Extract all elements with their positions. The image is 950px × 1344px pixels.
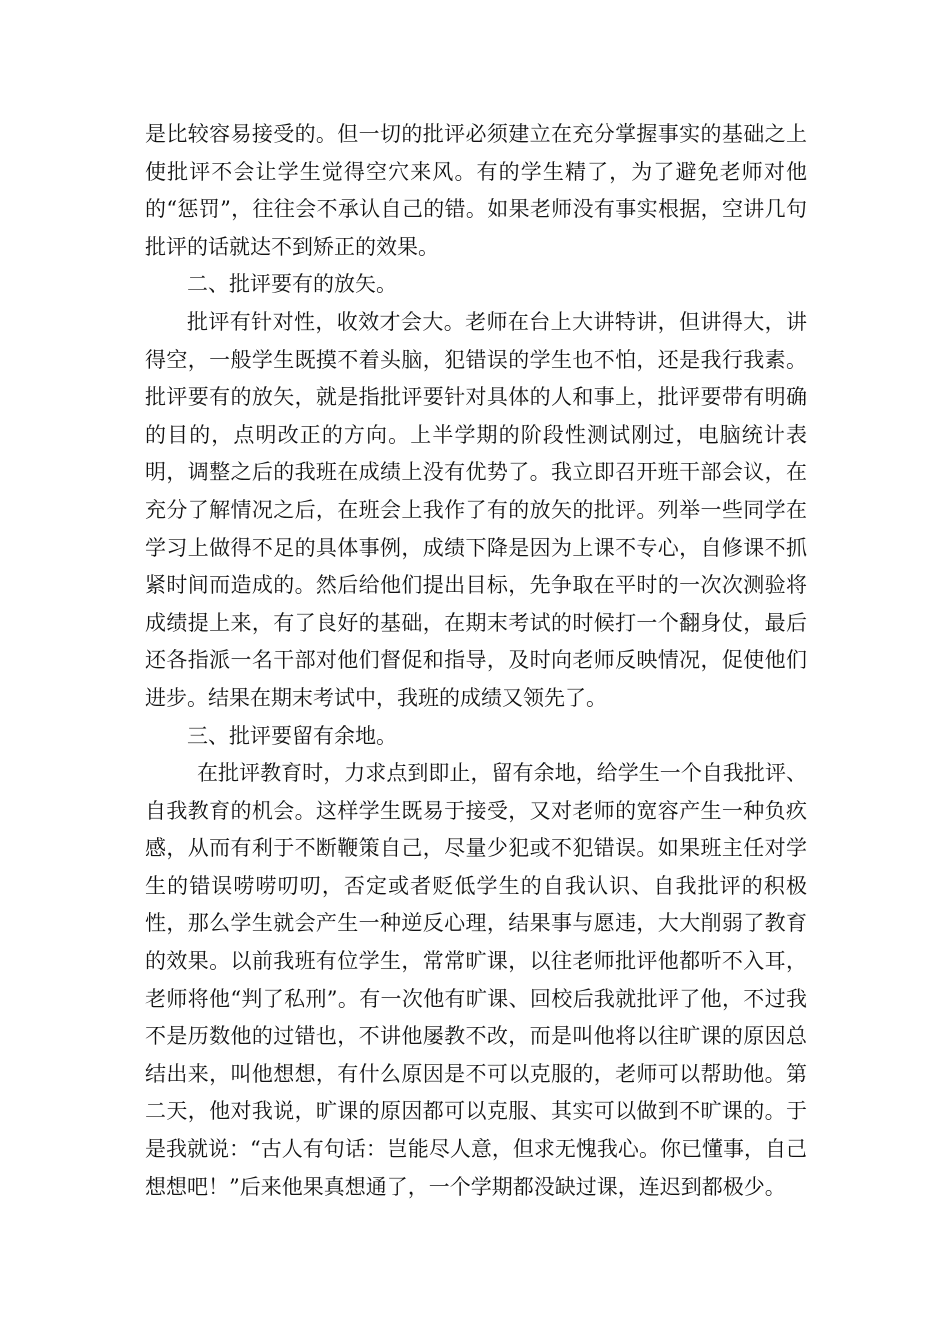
section-heading-3: 三、批评要留有余地。 [187,723,397,748]
paragraph-targeted-criticism: 批评有针对性，收效才会大。老师在台上大讲特讲，但讲得大，讲得空，一般学生既摸不着头脑，犯错误的学生也不怕，还是我行我素。批评要有的放矢，就是指批评要针对具体的人和事上，批评要带有明确的目的，点明改正的方向。上半学期的阶段性测试刚过，电脑统计表明，调整之后的我班在成绩上没有优势了。我立即召开班干部会议，在充分了解情况之后，在班会上我作了有的放矢的批评。列举一些同学在学习上做得不足的具体事例，成绩下降是因为上课不专心，自修课不抓紧时间而造成的。然后给他们提出目标，先争取在平时的一次次测验将成绩提上来，有了良好的基础，在期末考试的时候打一个翻身仗，最后还各指派一名干部对他们督促和指导，及时向老师反映情况，促使他们进步。结果在期末考试中，我班的成绩又领先了。 [145,309,807,710]
section-heading-2: 二、批评要有的放矢。 [187,272,397,297]
document-body [145,116,807,1206]
paragraph-leave-room: 在批评教育时，力求点到即止，留有余地，给学生一个自我批评、自我教育的机会。这样学生既易于接受，又对老师的宽容产生一种负疚感，从而有利于不断鞭策自己，尽量少犯或不犯错误。如果班主任对学生的错误唠唠叨叨，否定或者贬低学生的自我认识、自我批评的积极性，那么学生就会产生一种逆反心理，结果事与愿违，大大削弱了教育的效果。以前我班有位学生，常常旷课，以往老师批评他都听不入耳，老师将他“判了私刑”。有一次他有旷课、回校后我就批评了他，不过我不是历数他的过错也，不讲他屡教不改，而是叫他将以往旷课的原因总结出来，叫他想想，有什么原因是不可以克服的，老师可以帮助他。第二天，他对我说，旷课的原因都可以克服、其实可以做到不旷课的。于是我就说：“古人有句话：岂能尽人意，但求无愧我心。你已懂事，自己想想吧！”后来他果真想通了，一个学期都没缺过课，连迟到都极少。 [145,761,807,1199]
paragraph-continuation: 是比较容易接受的。但一切的批评必须建立在充分掌握事实的基础之上使批评不会让学生觉得空穴来风。有的学生精了，为了避免老师对他的“惩罚”，往往会不承认自己的错。如果老师没有事实根据，空讲几句批评的话就达不到矫正的效果。 [145,122,807,259]
